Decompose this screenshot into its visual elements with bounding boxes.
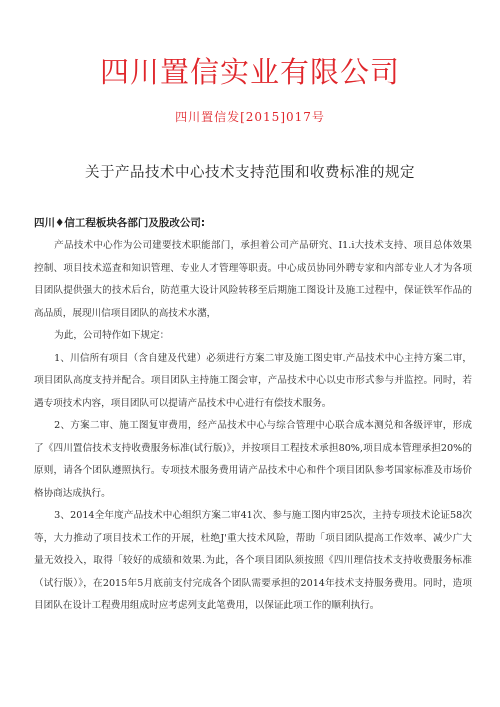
body-paragraph-intro: 产品技术中心作为公司建要技术职能部门，承担着公司产品研究、I1.i大技术支持、项目总体效果控制、项目技术巡査和知识管理、专业人才管理等职责。中心成员协同外聘专家和内部专业人才为各项目团队提供强大的技术后台，防范重大设计风险转移至后期施工图设计及施工过程中，保证铁军作品的高品质，展现川信项目团队的高技术水潴， <box>34 240 472 319</box>
org-name-header: 四川置信实业有限公司 <box>99 55 400 89</box>
document-body <box>34 235 472 618</box>
body-paragraph-item-1: 1、川信所有项目（含自建及代建）必须进行方案二审及施工图史审.产品技术中心主持方案二审，项目团队高度支持并配合。项目团队主持施工图会审，产品技术中心以史市形式参与并监控。同时，若遇专项技术内容，项目团队可以提请产品技术中心进行有偿技术服务。 <box>34 352 472 409</box>
body-paragraph-item-3: 3、2014全年度产品技术中心组织方案二审41次、参与施工图内审25次，主持专项技术论证58次等，大力推动了项目技术工作的开展，杜绝J'重大技术风险，帮助「项目团队提高工作效率、减少广大量无效投入，取得「较好的成绩和效果.为此，各个项目团队须按照《四川理信技术支持收费服务标准（试行版）》，在2015年5月底前支付完成各个团队需要承担的2014年技术支持服务费用。同时，造项目团队在设计工程费用组成时应考虑列支此笔费用，以保证此项工作的顺利执行。 <box>34 510 472 611</box>
body-paragraph-lead: 为此，公司特作如下规定： <box>54 330 170 341</box>
document-number: 四川置信发[2015]017号 <box>175 110 325 124</box>
document-title: 关于产品技术中心技术支持范围和收费标准的规定 <box>85 165 415 181</box>
body-paragraph-item-2: 2、方案二审、施工图复审费用，经产品技术中心与综合管理中心联合成本测兑和各级评审，形成了《四川置信技术支持收费服务标准(试行版)》，并按项目工程技术承担80%,项目成本管理承担20%的原则，请各个团队遵照执行。专项技术服务费用请产品技术中心和件个项目团队参考国家标准及市场价格协商达成执行。 <box>34 420 472 499</box>
recipient-line: 四川♦信工程板块各部门及股改公司: <box>34 217 206 229</box>
